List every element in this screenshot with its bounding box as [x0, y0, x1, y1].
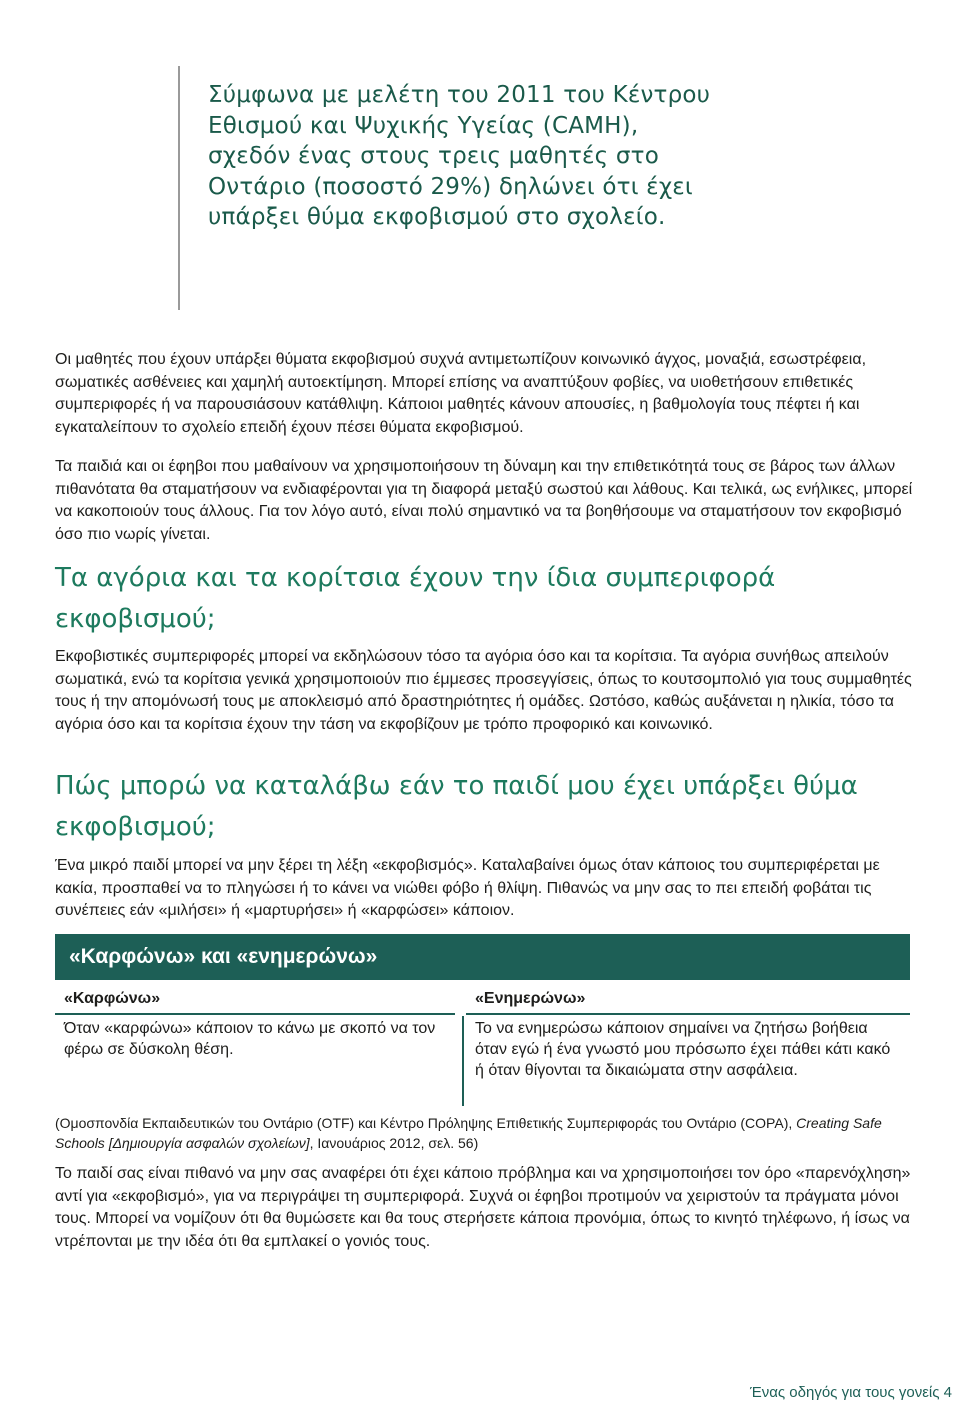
paragraph-effects-on-bullies: Τα παιδιά και οι έφηβοι που μαθαίνουν να χρησιμοποιήσουν τη δύναμη και την επιθετικότητά τους σε βάρος των άλλων πιθανότατα θα σταματήσουν να ενδιαφέρονται για τη διαφορά μεταξύ σωστού και λάθους. Και τελικά, ως ενήλικες, μπορεί να κακοποιούν τους άλλους. Για τον λόγο αυτό, είναι πολύ σημαντικό να τα βοηθήσουμε να σταματήσουν τον εκφοβισμό όσο πιο νωρίς γίνεται. [55, 458, 913, 543]
column-rule-right [466, 1013, 910, 1015]
paragraph-boys-and-girls: Εκφοβιστικές συμπεριφορές μπορεί να εκδηλώσουν τόσο τα αγόρια όσο και τα κορίτσια. Τα αγόρια συνήθως απειλούν σωματικά, ενώ τα κορίτσια γενικά χρησιμοποιούν πιο έμμεσες προσεγγίσεις, όπως το κουτσομπολιό για τους συμμαθητές τους ή την απομόνωσή τους με αποκλεισμό από δραστηριότητες ή ομάδες. Ωστόσο, καθώς αυξάνεται η ηλικία, τόσο τα αγόρια όσο και τα κορίτσια έχουν την τάση να εκφοβίζουν με τρόπο προφορικό και κοινωνικό. [55, 648, 912, 733]
heading-boys-and-girls: Τα αγόρια και τα κορίτσια έχουν την ίδια συμπεριφορά εκφοβισμού; [55, 563, 776, 634]
column-head-reporting: «Ενημερώνω» [475, 990, 586, 1007]
pull-quote-rule [178, 66, 180, 310]
column-rule-left [55, 1013, 455, 1015]
box-title: «Καρφώνω» και «ενημερώνω» [55, 934, 910, 980]
tattling-definition: Όταν «καρφώνω» κάποιον το κάνω με σκοπό να τον φέρω σε δύσκολη θέση. [64, 1020, 436, 1058]
column-head-tattling: «Καρφώνω» [64, 990, 161, 1007]
column-divider [462, 1016, 464, 1106]
page-footer: Ένας οδηγός για τους γονείς 4 [749, 1384, 952, 1401]
citation-title: Creating Safe Schools [Δημιουργία ασφαλών σχολείων] [55, 1115, 882, 1151]
paragraph-teens-reporting: Το παιδί σας είναι πιθανό να μην σας αναφέρει ότι έχει κάποιο πρόβλημα και να χρησιμοποιήσει τον όρο «παρενόχληση» αντί για «εκφοβισμό», για να περιγράψει τη συμπεριφορά. Συχνά οι έφηβοι προτιμούν να χειριστούν τα πράγματα μόνοι τους. Μπορεί να νομίζουν ότι θα θυμώσετε και θα τους στερήσετε κάποια προνόμια, όπως το κινητό τηλέφωνο, ή ίσως να ντρέπονται με την ιδέα ότι θα εμπλακεί ο γονιός τους. [55, 1165, 911, 1250]
paragraph-how-to-tell: Ένα μικρό παιδί μπορεί να μην ξέρει τη λέξη «εκφοβισμός». Καταλαβαίνει όμως όταν κάποιος του συμπεριφέρεται με κακία, προσπαθεί να το πληγώσει ή το κάνει να νιώθει φόβο ή θλίψη. Πιθανώς να μην σας το πει επειδή φοβάται τις συνέπειες εάν «μιλήσει» ή «μαρτυρήσει» ή «καρφώσει» κάποιον. [55, 857, 880, 919]
pull-quote: Σύμφωνα με μελέτη του 2011 του Κέντρου Εθισμού και Ψυχικής Υγείας (CAMH), σχεδόν ένας στους τρεις μαθητές στο Οντάριο (ποσοστό 29%) δηλώνει ότι έχει υπάρξει θύμα εκφοβισμού στο σχολείο. [208, 82, 711, 230]
citation-part-1: (Ομοσπονδία Εκπαιδευτικών του Οντάριο (OTF) και Κέντρο Πρόληψης Επιθετικής Συμπεριφοράς του Οντάριο (COPA), [55, 1115, 793, 1131]
citation [55, 1114, 915, 1153]
reporting-definition: Το να ενημερώσω κάποιον σημαίνει να ζητήσω βοήθεια όταν εγώ ή ένα γνωστό μου πρόσωπο έχει πάθει κάτι κακό ή όταν θίγονται τα δικαιώματα στην ασφάλεια. [475, 1020, 891, 1079]
citation-part-2: , Ιανουάριος 2012, σελ. 56) [309, 1134, 479, 1151]
paragraph-effects-on-victims: Οι μαθητές που έχουν υπάρξει θύματα εκφοβισμού συχνά αντιμετωπίζουν κοινωνικό άγχος, μοναξιά, εσωστρέφεια, σωματικές ασθένειες και χαμηλή αυτοεκτίμηση. Μπορεί επίσης να αναπτύξουν φοβίες, να υιοθετήσουν επιθετικές συμπεριφορές ή να παρουσιάσουν κατάθλιψη. Κάποιοι μαθητές κάνουν απουσίες, η βαθμολογία τους πέφτει ή και εγκαταλείπουν το σχολείο επειδή έχουν πέσει θύματα εκφοβισμού. [55, 351, 867, 436]
heading-how-to-tell: Πώς μπορώ να καταλάβω εάν το παιδί μου έχει υπάρξει θύμα εκφοβισμού; [55, 771, 858, 842]
